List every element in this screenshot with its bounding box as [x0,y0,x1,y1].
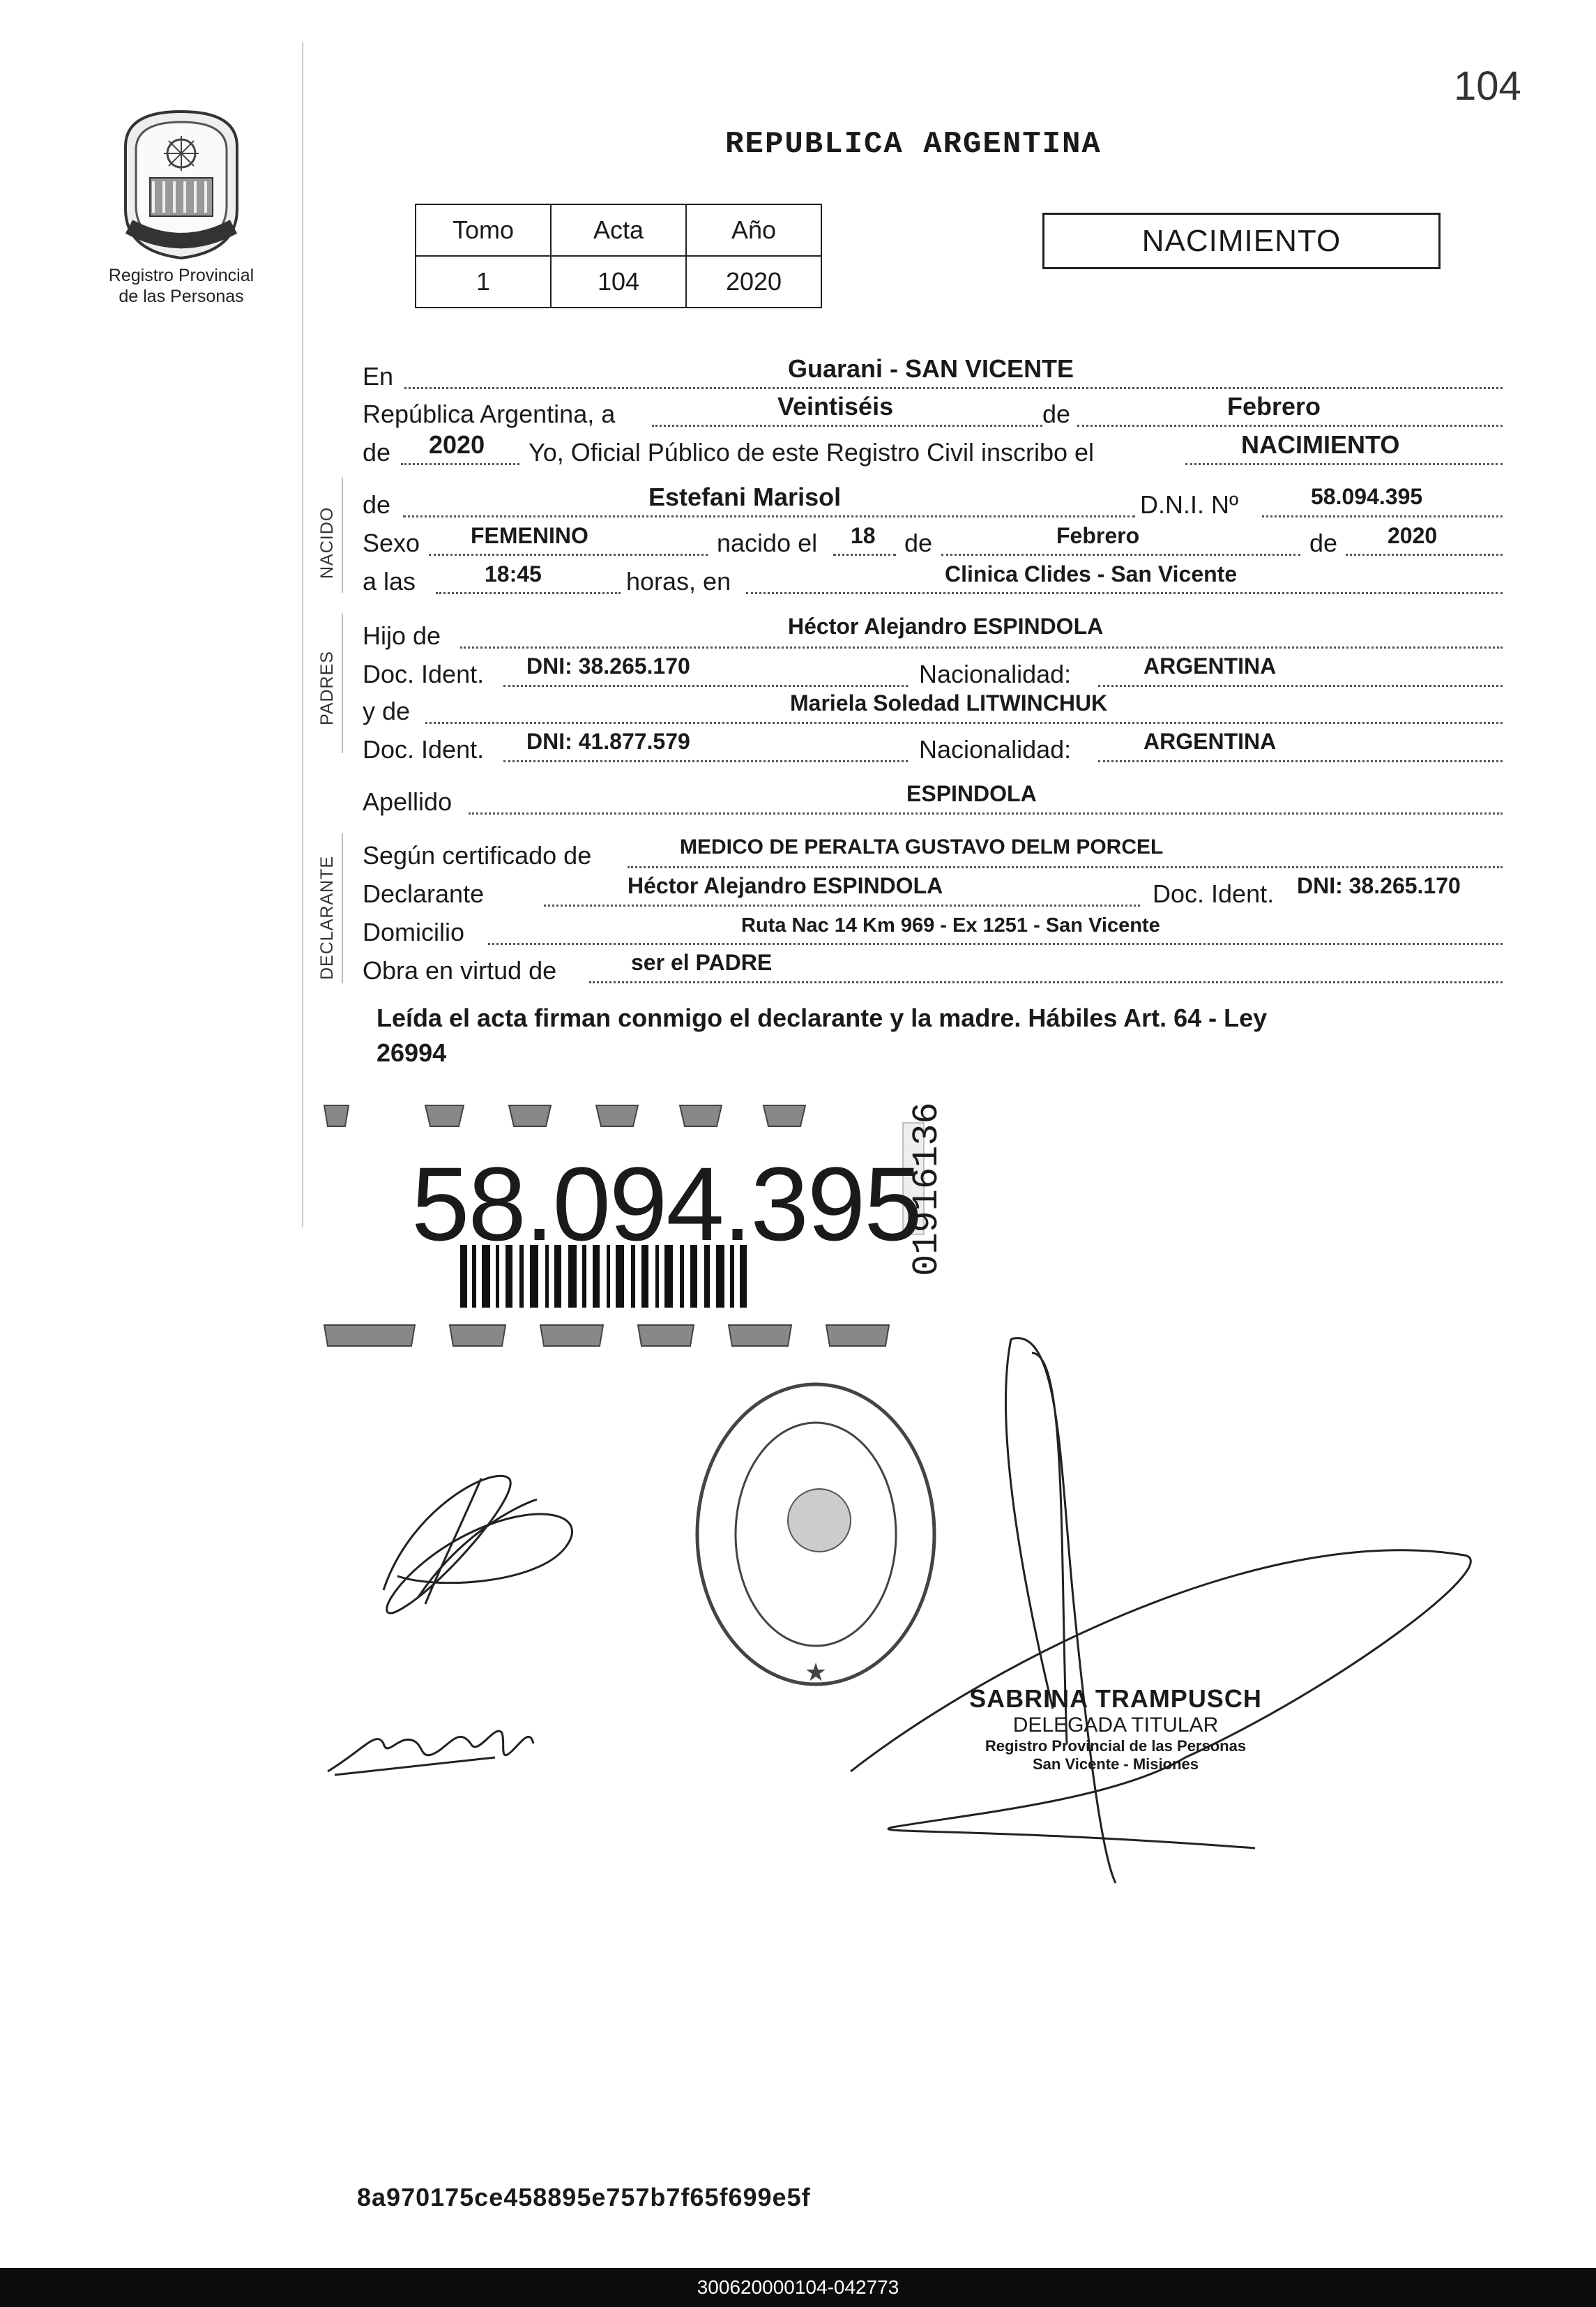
label-de-month: de [1042,400,1071,428]
value-tipo: NACIMIENTO [1241,430,1400,459]
record-type-box: NACIMIENTO [1042,213,1441,269]
section-label-nacido: NACIDO [317,506,337,579]
label-de-year: de [363,438,391,467]
registrar-org-line2: San Vicente - Misiones [1032,1755,1199,1773]
label-sexo: Sexo [363,529,420,557]
label-y-de: y de [363,697,411,725]
value-declarante: Héctor Alejandro ESPINDOLA [628,873,943,898]
label-republica: República Argentina, a [363,400,616,428]
value-mes: Febrero [1227,392,1321,421]
label-horas-en: horas, en [626,567,731,596]
dots-dia [652,425,1042,427]
dots-certificado [628,866,1503,868]
closing-text [377,1001,1478,1071]
label-declarante: Declarante [363,879,485,908]
value-dia-nac: 18 [851,523,876,548]
label-a-las: a las [363,567,416,596]
value-anio: 2020 [429,430,485,459]
value-virtud: ser el PADRE [631,950,773,975]
padres-bracket [342,614,343,753]
dots-tipo [1185,463,1503,465]
registrar-role: DELEGADA TITULAR [1012,1714,1219,1737]
value-apellido: ESPINDOLA [906,781,1037,806]
declarante-bracket [342,833,343,983]
meta-header-anio: Año [686,204,821,256]
registrar-signature-block [962,1684,1269,1773]
label-yo: Yo, Oficial Público de este Registro Civil inscribo el [529,438,1095,467]
registry-label [80,265,282,307]
label-doc-ident2: Doc. Ident. [363,735,485,764]
dots-hora [436,592,621,594]
value-mes-nac: Febrero [1056,523,1140,548]
registry-label-line2: de las Personas [119,287,244,306]
record-meta-table [415,204,822,308]
value-dia-letras: Veintiséis [777,392,894,421]
dots-mes-nac [941,554,1300,556]
value-padre: Héctor Alejandro ESPINDOLA [788,614,1104,639]
meta-value-tomo: 1 [416,256,551,308]
dots-anio-nac [1346,554,1503,556]
margin-rule [302,42,303,1227]
value-madre-nac: ARGENTINA [1143,729,1277,754]
dots-dia-nac [833,554,896,556]
closing-line1: Leída el acta firman conmigo el declarante y la madre. Hábiles Art. 64 - Ley [377,1004,1268,1032]
document-hash: 8a970175ce458895e757b7f65f699e5f [357,2183,811,2211]
meta-header-acta: Acta [551,204,686,256]
svg-text:★: ★ [804,1658,828,1687]
label-en: En [363,362,394,391]
label-nacionalidad: Nacionalidad: [919,660,1072,688]
value-dni: 58.094.395 [1311,484,1423,509]
dots-virtud [589,981,1503,983]
label-de-anio: de [1309,529,1338,557]
label-dni: D.N.I. Nº [1140,490,1239,519]
dots-sexo [429,554,708,556]
dots-padre-doc [503,685,908,687]
value-certificado: MEDICO DE PERALTA GUSTAVO DELM PORCEL [680,835,1164,858]
meta-value-acta: 104 [551,256,686,308]
registrar-signature [837,1325,1506,1897]
label-hijo-de: Hijo de [363,621,441,650]
value-madre: Mariela Soledad LITWINCHUK [790,690,1108,716]
document-title: REPUBLICA ARGENTINA [725,127,1102,162]
dots-dni [1262,515,1503,517]
value-lugar: Guarani - SAN VICENTE [788,354,1074,383]
value-declarante-doc: DNI: 38.265.170 [1297,873,1461,898]
page-number: 104 [1454,63,1521,109]
province-seal-logo [112,105,251,265]
registrar-name: SABRINA TRAMPUSCH [969,1684,1262,1713]
sticker-code: 01916136 [906,1102,948,1276]
dots-anio [401,463,519,465]
label-doc-ident: Doc. Ident. [363,660,485,688]
label-doc-ident3: Doc. Ident. [1153,879,1275,908]
value-lugar-nac: Clinica Clides - San Vicente [945,561,1238,587]
value-anio-nac: 2020 [1388,523,1438,548]
label-nacionalidad2: Nacionalidad: [919,735,1072,764]
dots-declarante [544,905,1140,907]
meta-value-anio: 2020 [686,256,821,308]
value-padre-nac: ARGENTINA [1143,653,1277,679]
label-de-name: de [363,490,391,519]
label-apellido: Apellido [363,787,453,816]
label-segun: Según certificado de [363,841,592,870]
closing-line2: 26994 [377,1038,447,1067]
value-madre-doc: DNI: 41.877.579 [526,729,690,754]
declarant-signature [356,1451,621,1625]
dots-en [404,387,1503,389]
value-hora: 18:45 [485,561,542,587]
nacido-bracket [342,478,343,593]
registrar-org-line1: Registro Provincial de las Personas [985,1737,1247,1755]
meta-header-tomo: Tomo [416,204,551,256]
dots-apellido [469,812,1503,815]
dots-nombre [403,515,1135,517]
dots-padre [460,646,1503,649]
section-label-declarante: DECLARANTE [317,855,337,980]
dots-mes [1077,425,1503,427]
dots-domicilio [488,943,1503,945]
dots-madre [425,722,1503,724]
dots-madre-doc [503,760,908,762]
registry-label-line1: Registro Provincial [108,266,254,285]
mother-signature [321,1702,544,1785]
sticker-dni-number: 58.094.395 [411,1145,921,1262]
label-obra: Obra en virtud de [363,956,557,985]
dots-madre-nac [1098,760,1503,762]
label-domicilio: Domicilio [363,918,465,946]
footer-code-bar: 300620000104-042773 [0,2268,1596,2307]
value-padre-doc: DNI: 38.265.170 [526,653,690,679]
section-label-padres: PADRES [317,651,337,725]
dots-padre-nac [1098,685,1503,687]
value-domicilio: Ruta Nac 14 Km 969 - Ex 1251 - San Vicente [741,914,1160,937]
label-nacido-el: nacido el [717,529,818,557]
value-nombre: Estefani Marisol [648,483,842,511]
label-de-mes: de [904,529,933,557]
dots-lugar-nac [746,592,1503,594]
value-sexo: FEMENINO [471,523,588,548]
